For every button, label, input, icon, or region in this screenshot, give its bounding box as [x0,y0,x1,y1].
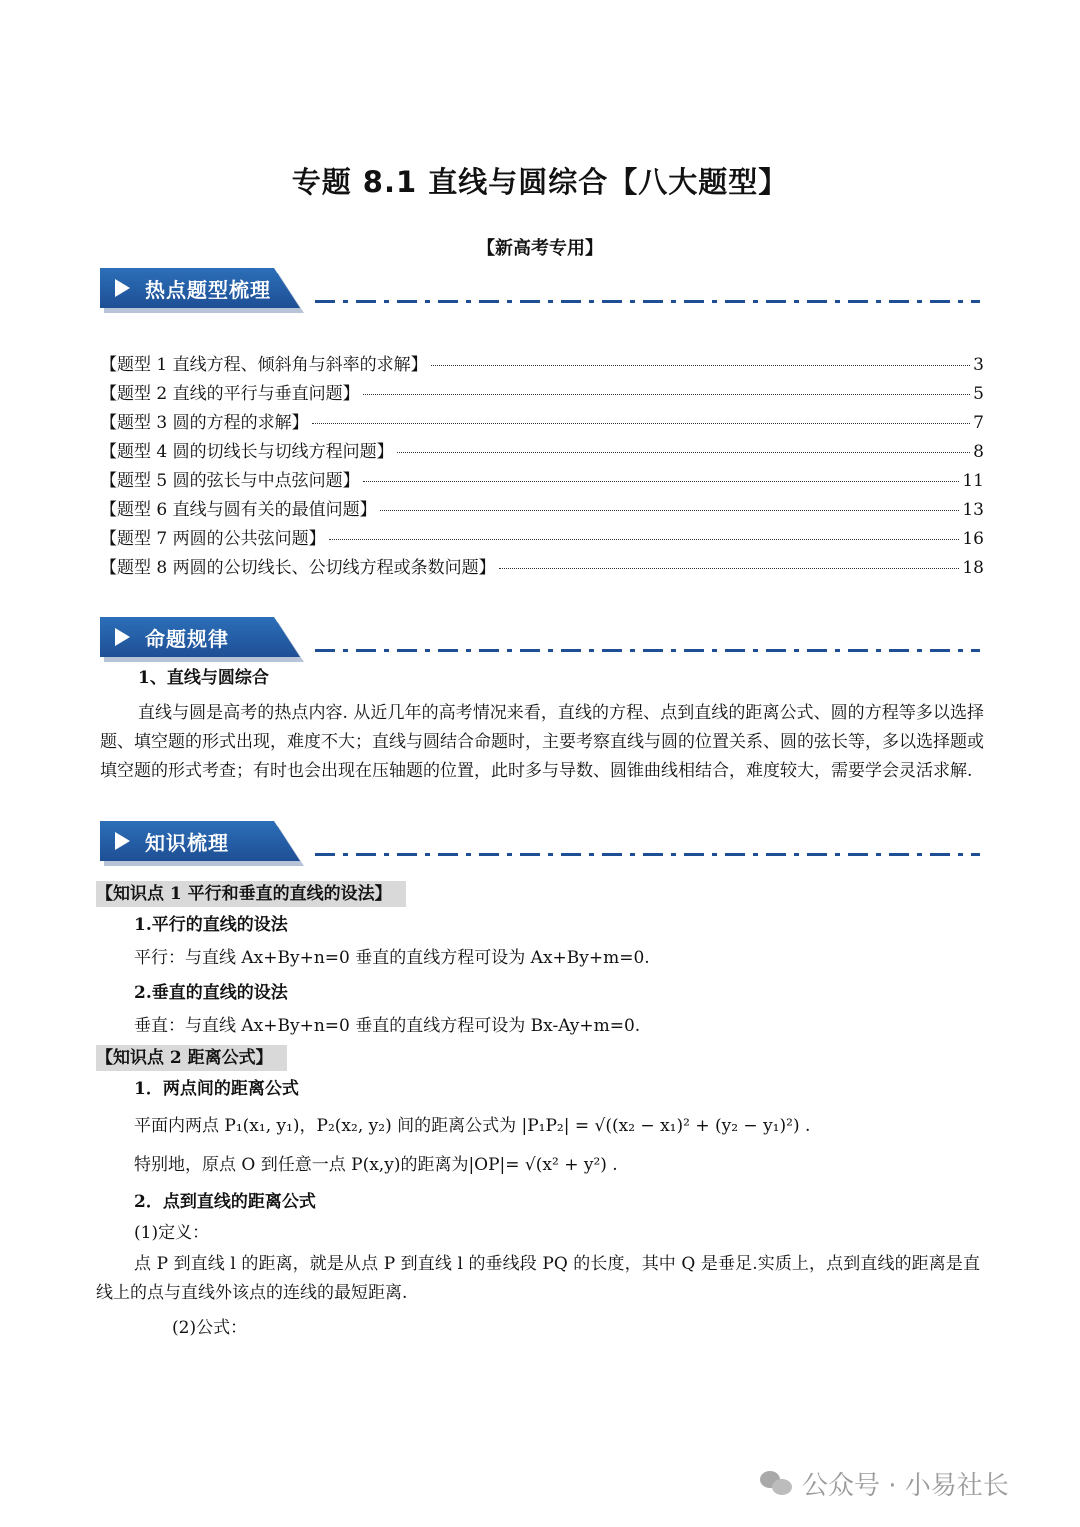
knowledge-point-1 [96,880,980,1041]
section-label: 知识梳理 [145,831,229,855]
play-arrow-icon [115,832,130,850]
toc-item-label: 【题型 6 直线与圆有关的最值问题】 [100,500,377,520]
dashed-divider [315,300,980,303]
kp1-heading-1: 1.平行的直线的设法 [134,915,288,935]
kp2-def-text: 点 P 到直线 l 的距离，就是从点 P 到直线 l 的垂线段 PQ 的长度，其中 Q 是垂足.实质上，点到直线的距离是直线上的点与直线外该点的连线的最短距离. [96,1254,980,1303]
knowledge-point-tag: 【知识点 2 距离公式】 [96,1045,287,1071]
knowledge-point-tag: 【知识点 1 平行和垂直的直线的设法】 [96,881,406,907]
rules-heading: 1、直线与圆综合 [138,668,269,688]
kp2-heading-2: 2．点到直线的距离公式 [134,1192,316,1212]
toc-item-page: 7 [973,413,984,433]
section-label: 热点题型梳理 [145,278,271,302]
toc-item[interactable] [100,553,984,582]
toc-item-page: 11 [962,471,984,491]
toc-item-label: 【题型 3 圆的方程的求解】 [100,413,309,433]
toc-item[interactable] [100,495,984,524]
toc-item[interactable] [100,350,984,379]
rules-content [100,664,984,786]
toc-item-label: 【题型 2 直线的平行与垂直问题】 [100,384,360,404]
toc-item-label: 【题型 5 圆的弦长与中点弦问题】 [100,471,360,491]
kp1-text-2: 垂直：与直线 Ax+By+n=0 垂直的直线方程可设为 Bx-Ay+m=0. [134,1016,641,1036]
toc-item[interactable] [100,408,984,437]
knowledge-point-2 [96,1044,980,1343]
toc-item-page: 3 [973,355,984,375]
dashed-divider [315,853,980,856]
toc-item[interactable] [100,466,984,495]
kp2-def-label: (1)定义： [134,1223,210,1243]
section-label: 命题规律 [145,627,229,651]
kp2-formula-label: (2)公式： [172,1318,248,1338]
section-header-knowledge [100,821,980,865]
toc-item[interactable] [100,524,984,553]
kp2-text-1: 平面内两点 P₁(x₁, y₁)，P₂(x₂, y₂) 间的距离公式为 |P₁P₂| = √((x₂ − x₁)² + (y₂ − y₁)²) . [134,1116,811,1136]
play-arrow-icon [115,628,130,646]
kp1-heading-2: 2.垂直的直线的设法 [134,983,288,1003]
section-header-rules [100,617,980,661]
section-header-hot-topics [100,268,980,312]
dashed-divider [315,649,980,652]
toc-item[interactable] [100,379,984,408]
toc-item-label: 【题型 8 两圆的公切线长、公切线方程或条数问题】 [100,558,496,578]
play-arrow-icon [115,279,130,297]
page-subtitle: 【新高考专用】 [477,238,603,259]
table-of-contents [100,350,984,582]
toc-item-page: 13 [962,500,984,520]
toc-item-label: 【题型 1 直线方程、倾斜角与斜率的求解】 [100,355,428,375]
watermark [760,1465,1009,1502]
rules-paragraph: 直线与圆是高考的热点内容. 从近几年的高考情况来看，直线的方程、点到直线的距离公式、圆的方程等多以选择题、填空题的形式出现，难度不大；直线与圆结合命题时，主要考察直线与圆的位置关系、圆的弦长等，多以选择题或填空题的形式考查；有时也会出现在压轴题的位置，此时多与导数、圆锥曲线相结合，难度较大，需要学会灵活求解. [100,703,984,781]
watermark-text: 公众号 · 小易社长 [802,1471,1009,1501]
wechat-icon [760,1471,792,1497]
toc-item[interactable] [100,437,984,466]
kp2-heading-1: 1．两点间的距离公式 [134,1079,299,1099]
kp2-text-2: 特别地，原点 O 到任意一点 P(x,y)的距离为|OP|= √(x² + y²) . [134,1155,618,1175]
toc-item-page: 16 [962,529,984,549]
toc-item-label: 【题型 7 两圆的公共弦问题】 [100,529,326,549]
toc-item-page: 18 [962,558,984,578]
toc-item-page: 8 [973,442,984,462]
page-title: 专题 8.1 直线与圆综合【八大题型】 [291,165,789,199]
kp1-text-1: 平行：与直线 Ax+By+n=0 垂直的直线方程可设为 Ax+By+m=0. [134,948,650,968]
toc-item-label: 【题型 4 圆的切线长与切线方程问题】 [100,442,394,462]
toc-item-page: 5 [973,384,984,404]
